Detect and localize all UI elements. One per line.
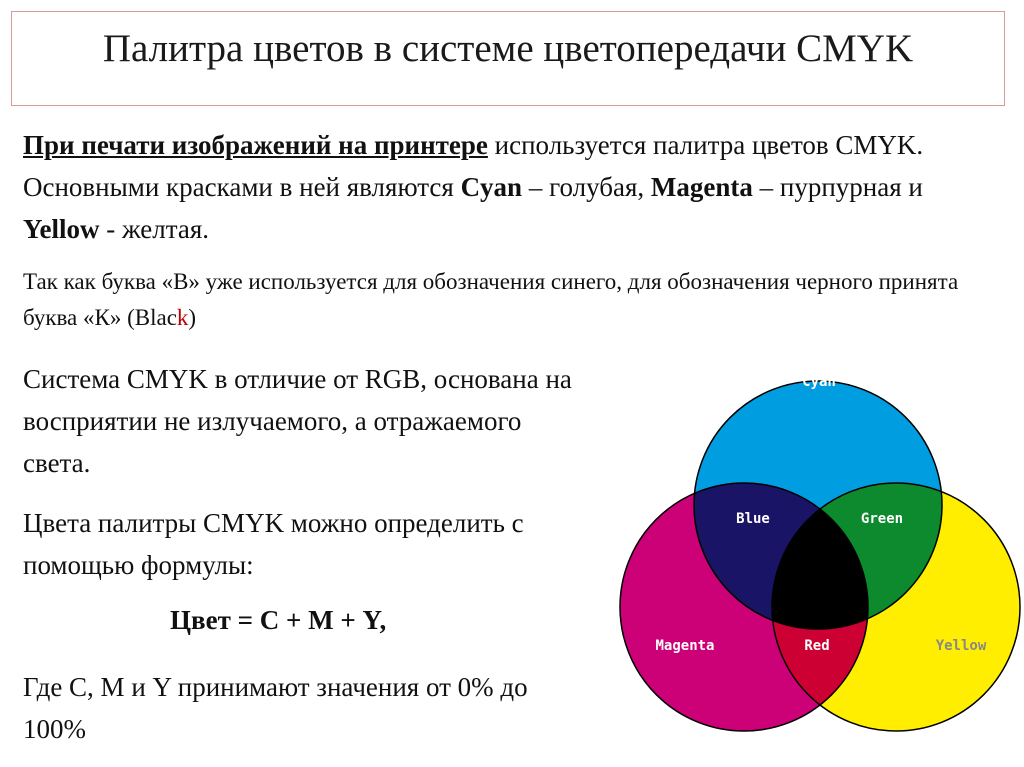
paragraph-reflected-light: Система CMYK в отличие от RGB, основана на восприятии не излучаемого, а отражаемого света. (23, 364, 572, 478)
paragraph-black-letter (23, 264, 983, 336)
para1-text-4: - желтая. (99, 214, 210, 244)
para1-text-3: – пурпурная и (752, 172, 923, 202)
para2-text-1: Так как буква «В» уже используется для обозначения синего, для обозначения черного принята буква «К» (Blac (23, 269, 959, 330)
paragraph-printing (23, 124, 983, 250)
letter-k-accent: k (176, 305, 189, 330)
paragraph-value-range: Где С, М и Y принимают значения от 0% до 100% (23, 672, 528, 744)
label-blue: Blue (736, 511, 770, 527)
para1-text-1: используется палитра цветов CMYK. Основными красками в ней являются (23, 130, 924, 202)
formula: Цвет = С + М + Y, (170, 605, 387, 635)
term-cyan: Cyan (460, 172, 523, 202)
term-magenta: Magenta (650, 172, 753, 202)
label-cyan: Cyan (802, 374, 836, 390)
slide-title: Палитра цветов в системе цветопередачи CMYK (102, 27, 914, 70)
label-green: Green (860, 511, 904, 527)
cmyk-venn-diagram (600, 355, 1024, 765)
label-magenta: Magenta (655, 638, 715, 654)
para2-text-2: ) (188, 305, 197, 330)
label-red: Red (804, 638, 830, 654)
para1-text-2: – голубая, (522, 172, 651, 202)
paragraph-formula-intro: Цвета палитры CMYK можно определить с помощью формулы: (23, 508, 524, 580)
title-box (11, 11, 1005, 106)
term-yellow: Yellow (23, 214, 100, 244)
label-yellow: Yellow (935, 638, 987, 654)
underlined-phrase: При печати изображений на принтере (23, 130, 488, 160)
